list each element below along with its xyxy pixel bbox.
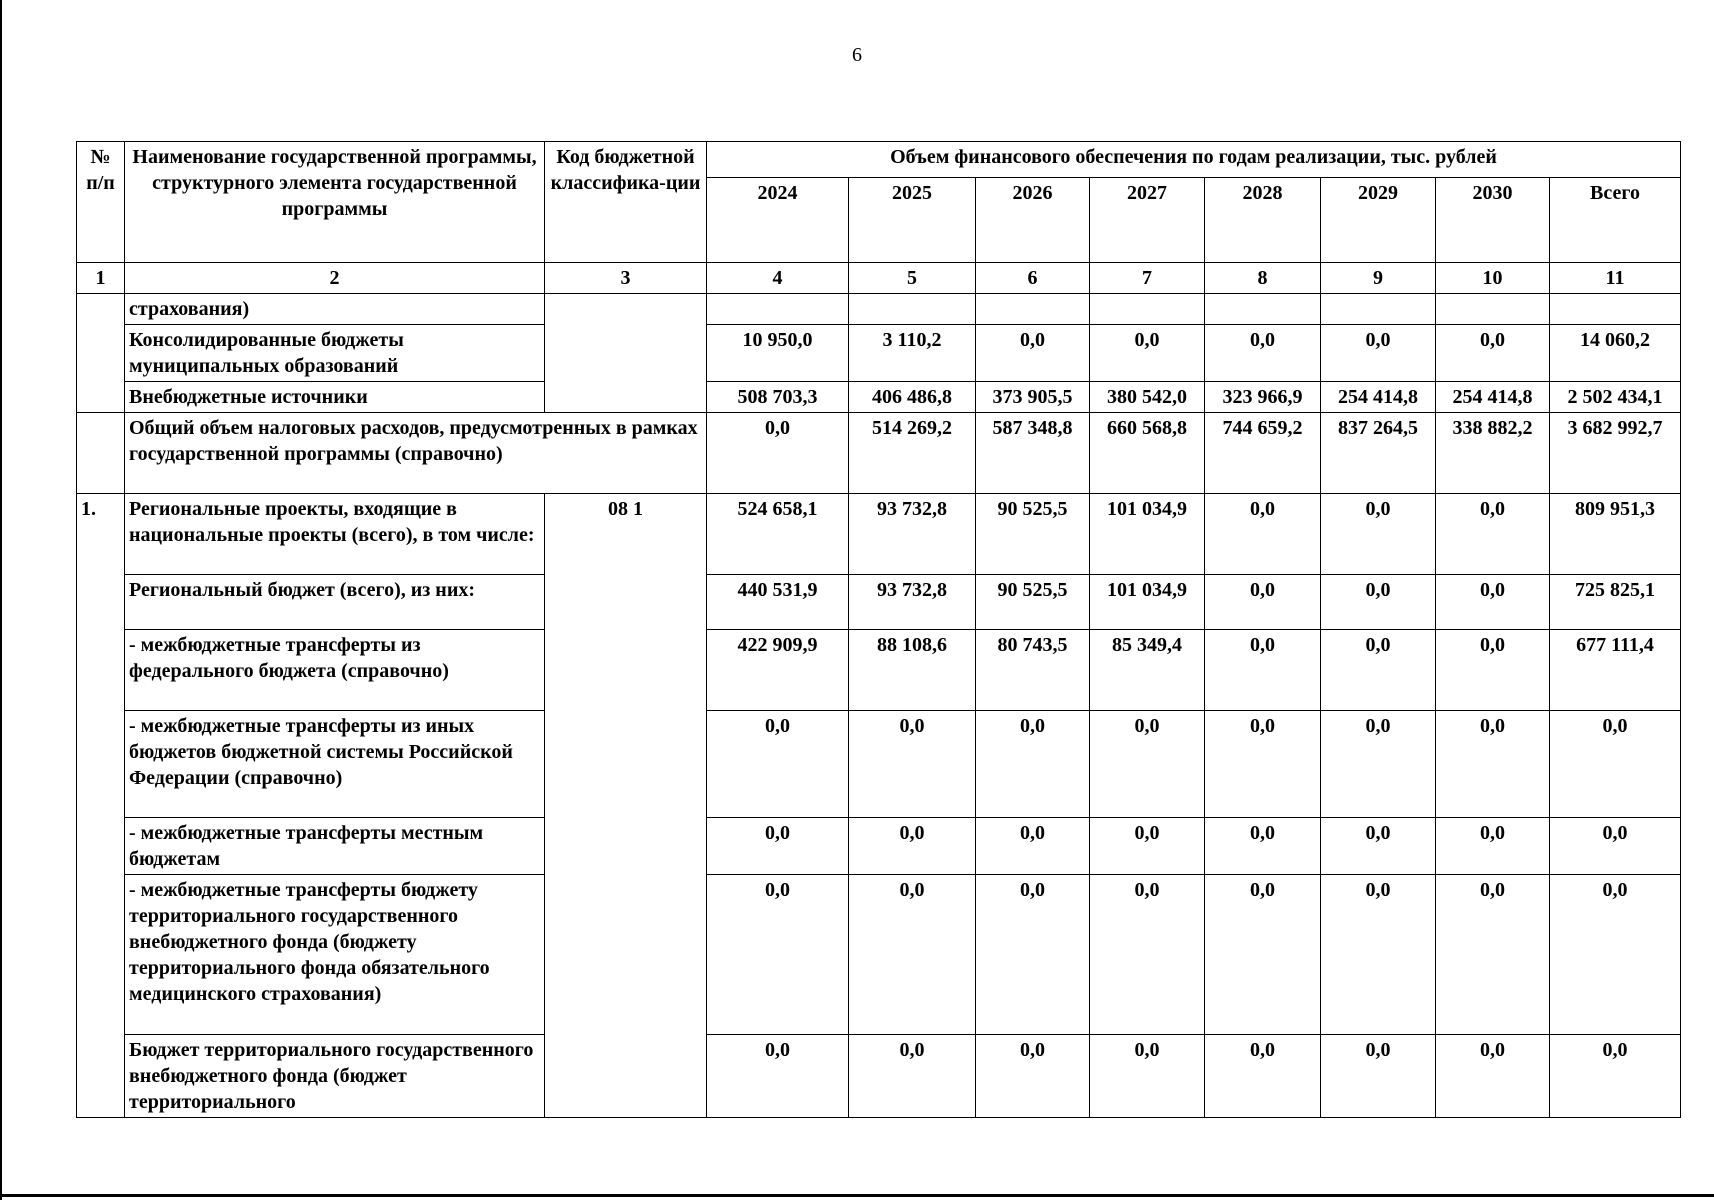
cell-value <box>1205 294 1321 325</box>
row-name: Общий объем налоговых расходов, предусмотренных в рамках государственной программы (справочно) <box>125 413 707 494</box>
row-name: - межбюджетные трансферты из иных бюджетов бюджетной системы Российской Федерации (справочно) <box>125 711 545 818</box>
cell-value <box>1321 294 1436 325</box>
column-number: 4 <box>707 263 849 294</box>
cell-value: 90 525,5 <box>976 575 1090 630</box>
header-year: 2026 <box>976 178 1090 263</box>
cell-value: 677 111,4 <box>1550 630 1681 711</box>
cell-value: 2 502 434,1 <box>1550 382 1681 413</box>
cell-value <box>1436 294 1550 325</box>
header-year: 2024 <box>707 178 849 263</box>
row-name: - межбюджетные трансферты бюджету территориального государственного внебюджетного фонда (бюджету территориального фонда обязательного медицинского страхования) <box>125 875 545 1035</box>
cell-value: 0,0 <box>849 711 976 818</box>
cell-value: 14 060,2 <box>1550 325 1681 382</box>
cell-value: 85 349,4 <box>1090 630 1205 711</box>
cell-value: 88 108,6 <box>849 630 976 711</box>
cell-value: 0,0 <box>1436 575 1550 630</box>
cell-value: 93 732,8 <box>849 575 976 630</box>
cell-value: 0,0 <box>1436 494 1550 575</box>
table-row <box>77 711 1681 818</box>
cell-value: 101 034,9 <box>1090 494 1205 575</box>
header-year: 2030 <box>1436 178 1550 263</box>
header-no: № п/п <box>77 142 125 263</box>
table-row <box>77 325 1681 382</box>
cell-value: 0,0 <box>1436 711 1550 818</box>
column-number: 10 <box>1436 263 1550 294</box>
cell-value: 323 966,9 <box>1205 382 1321 413</box>
cell-value: 0,0 <box>1321 875 1436 1035</box>
cell-value: 0,0 <box>1321 494 1436 575</box>
cell-value: 0,0 <box>1550 711 1681 818</box>
cell-value: 0,0 <box>1550 818 1681 875</box>
header-year: 2029 <box>1321 178 1436 263</box>
column-number: 5 <box>849 263 976 294</box>
cell-value: 0,0 <box>1205 818 1321 875</box>
cell-value: 254 414,8 <box>1321 382 1436 413</box>
cell-value: 0,0 <box>1090 325 1205 382</box>
cell-value: 0,0 <box>707 413 849 494</box>
cell-value: 809 951,3 <box>1550 494 1681 575</box>
cell-value: 508 703,3 <box>707 382 849 413</box>
row-name: Региональный бюджет (всего), из них: <box>125 575 545 630</box>
cell-value <box>976 294 1090 325</box>
cell-value: 0,0 <box>976 325 1090 382</box>
table-row <box>77 382 1681 413</box>
column-number: 8 <box>1205 263 1321 294</box>
column-number: 11 <box>1550 263 1681 294</box>
cell-value: 587 348,8 <box>976 413 1090 494</box>
header-year: 2028 <box>1205 178 1321 263</box>
cell-value: 514 269,2 <box>849 413 976 494</box>
cell-value: 338 882,2 <box>1436 413 1550 494</box>
row-name: Региональные проекты, входящие в национальные проекты (всего), в том числе: <box>125 494 545 575</box>
cell-value: 373 905,5 <box>976 382 1090 413</box>
cell-value: 0,0 <box>1321 630 1436 711</box>
table-row <box>77 630 1681 711</box>
cell-value: 0,0 <box>1205 875 1321 1035</box>
cell-value: 0,0 <box>1321 818 1436 875</box>
row-no <box>77 294 125 413</box>
cell-value: 0,0 <box>1436 1035 1550 1118</box>
cell-value: 0,0 <box>1205 630 1321 711</box>
table-row <box>77 413 1681 494</box>
cell-value: 101 034,9 <box>1090 575 1205 630</box>
cell-value: 0,0 <box>1321 325 1436 382</box>
row-name: Внебюджетные источники <box>125 382 545 413</box>
cell-value: 0,0 <box>976 818 1090 875</box>
cell-value: 380 542,0 <box>1090 382 1205 413</box>
column-number: 2 <box>125 263 545 294</box>
cell-value: 0,0 <box>1205 494 1321 575</box>
cell-value: 524 658,1 <box>707 494 849 575</box>
cell-value: 0,0 <box>976 875 1090 1035</box>
row-code: 08 1 <box>545 494 707 1118</box>
cell-value: 93 732,8 <box>849 494 976 575</box>
cell-value: 0,0 <box>707 875 849 1035</box>
header-volume: Объем финансового обеспечения по годам реализации, тыс. рублей <box>707 142 1681 178</box>
row-name: Консолидированные бюджеты муниципальных образований <box>125 325 545 382</box>
cell-value: 0,0 <box>1436 630 1550 711</box>
budget-table <box>76 141 1681 1118</box>
cell-value: 0,0 <box>1436 818 1550 875</box>
column-number: 6 <box>976 263 1090 294</box>
cell-value: 0,0 <box>1436 875 1550 1035</box>
cell-value: 422 909,9 <box>707 630 849 711</box>
cell-value: 0,0 <box>1436 325 1550 382</box>
cell-value: 90 525,5 <box>976 494 1090 575</box>
cell-value: 725 825,1 <box>1550 575 1681 630</box>
row-name: страхования) <box>125 294 545 325</box>
cell-value: 10 950,0 <box>707 325 849 382</box>
column-number: 1 <box>77 263 125 294</box>
cell-value: 0,0 <box>1550 1035 1681 1118</box>
cell-value: 837 264,5 <box>1321 413 1436 494</box>
header-year: 2027 <box>1090 178 1205 263</box>
scan-bottom-edge <box>0 1194 1714 1197</box>
table-row <box>77 575 1681 630</box>
table-row <box>77 1035 1681 1118</box>
row-no <box>77 413 125 494</box>
cell-value: 0,0 <box>1205 711 1321 818</box>
cell-value: 0,0 <box>976 1035 1090 1118</box>
cell-value: 0,0 <box>1205 1035 1321 1118</box>
cell-value: 0,0 <box>1205 575 1321 630</box>
header-code: Код бюджетной классифика-ции <box>545 142 707 263</box>
cell-value: 0,0 <box>1090 1035 1205 1118</box>
cell-value: 660 568,8 <box>1090 413 1205 494</box>
cell-value: 440 531,9 <box>707 575 849 630</box>
table-row <box>77 494 1681 575</box>
row-no: 1. <box>77 494 125 1118</box>
header-name: Наименование государственной программы, структурного элемента государственной программы <box>125 142 545 263</box>
cell-value: 0,0 <box>849 818 976 875</box>
row-name: - межбюджетные трансферты из федерального бюджета (справочно) <box>125 630 545 711</box>
cell-value: 254 414,8 <box>1436 382 1550 413</box>
cell-value: 0,0 <box>707 1035 849 1118</box>
cell-value: 0,0 <box>849 875 976 1035</box>
table-row <box>77 818 1681 875</box>
cell-value <box>1090 294 1205 325</box>
row-name: Бюджет территориального государственного внебюджетного фонда (бюджет территориального <box>125 1035 545 1118</box>
header-total: Всего <box>1550 178 1681 263</box>
table-row <box>77 294 1681 325</box>
cell-value: 3 110,2 <box>849 325 976 382</box>
cell-value: 0,0 <box>1321 575 1436 630</box>
cell-value <box>849 294 976 325</box>
cell-value <box>707 294 849 325</box>
row-code <box>545 294 707 413</box>
column-number: 3 <box>545 263 707 294</box>
cell-value: 744 659,2 <box>1205 413 1321 494</box>
cell-value: 0,0 <box>1090 818 1205 875</box>
row-name: - межбюджетные трансферты местным бюджетам <box>125 818 545 875</box>
cell-value: 80 743,5 <box>976 630 1090 711</box>
cell-value: 0,0 <box>976 711 1090 818</box>
cell-value: 0,0 <box>1090 711 1205 818</box>
table-row <box>77 875 1681 1035</box>
cell-value: 3 682 992,7 <box>1550 413 1681 494</box>
header-year: 2025 <box>849 178 976 263</box>
cell-value: 0,0 <box>1550 875 1681 1035</box>
cell-value: 0,0 <box>1321 1035 1436 1118</box>
cell-value: 0,0 <box>707 711 849 818</box>
scan-left-edge <box>0 0 2 1200</box>
cell-value: 406 486,8 <box>849 382 976 413</box>
page-number: 6 <box>852 44 862 66</box>
cell-value: 0,0 <box>849 1035 976 1118</box>
cell-value: 0,0 <box>1090 875 1205 1035</box>
cell-value: 0,0 <box>1321 711 1436 818</box>
cell-value: 0,0 <box>1205 325 1321 382</box>
column-number: 9 <box>1321 263 1436 294</box>
cell-value: 0,0 <box>707 818 849 875</box>
column-number: 7 <box>1090 263 1205 294</box>
cell-value <box>1550 294 1681 325</box>
